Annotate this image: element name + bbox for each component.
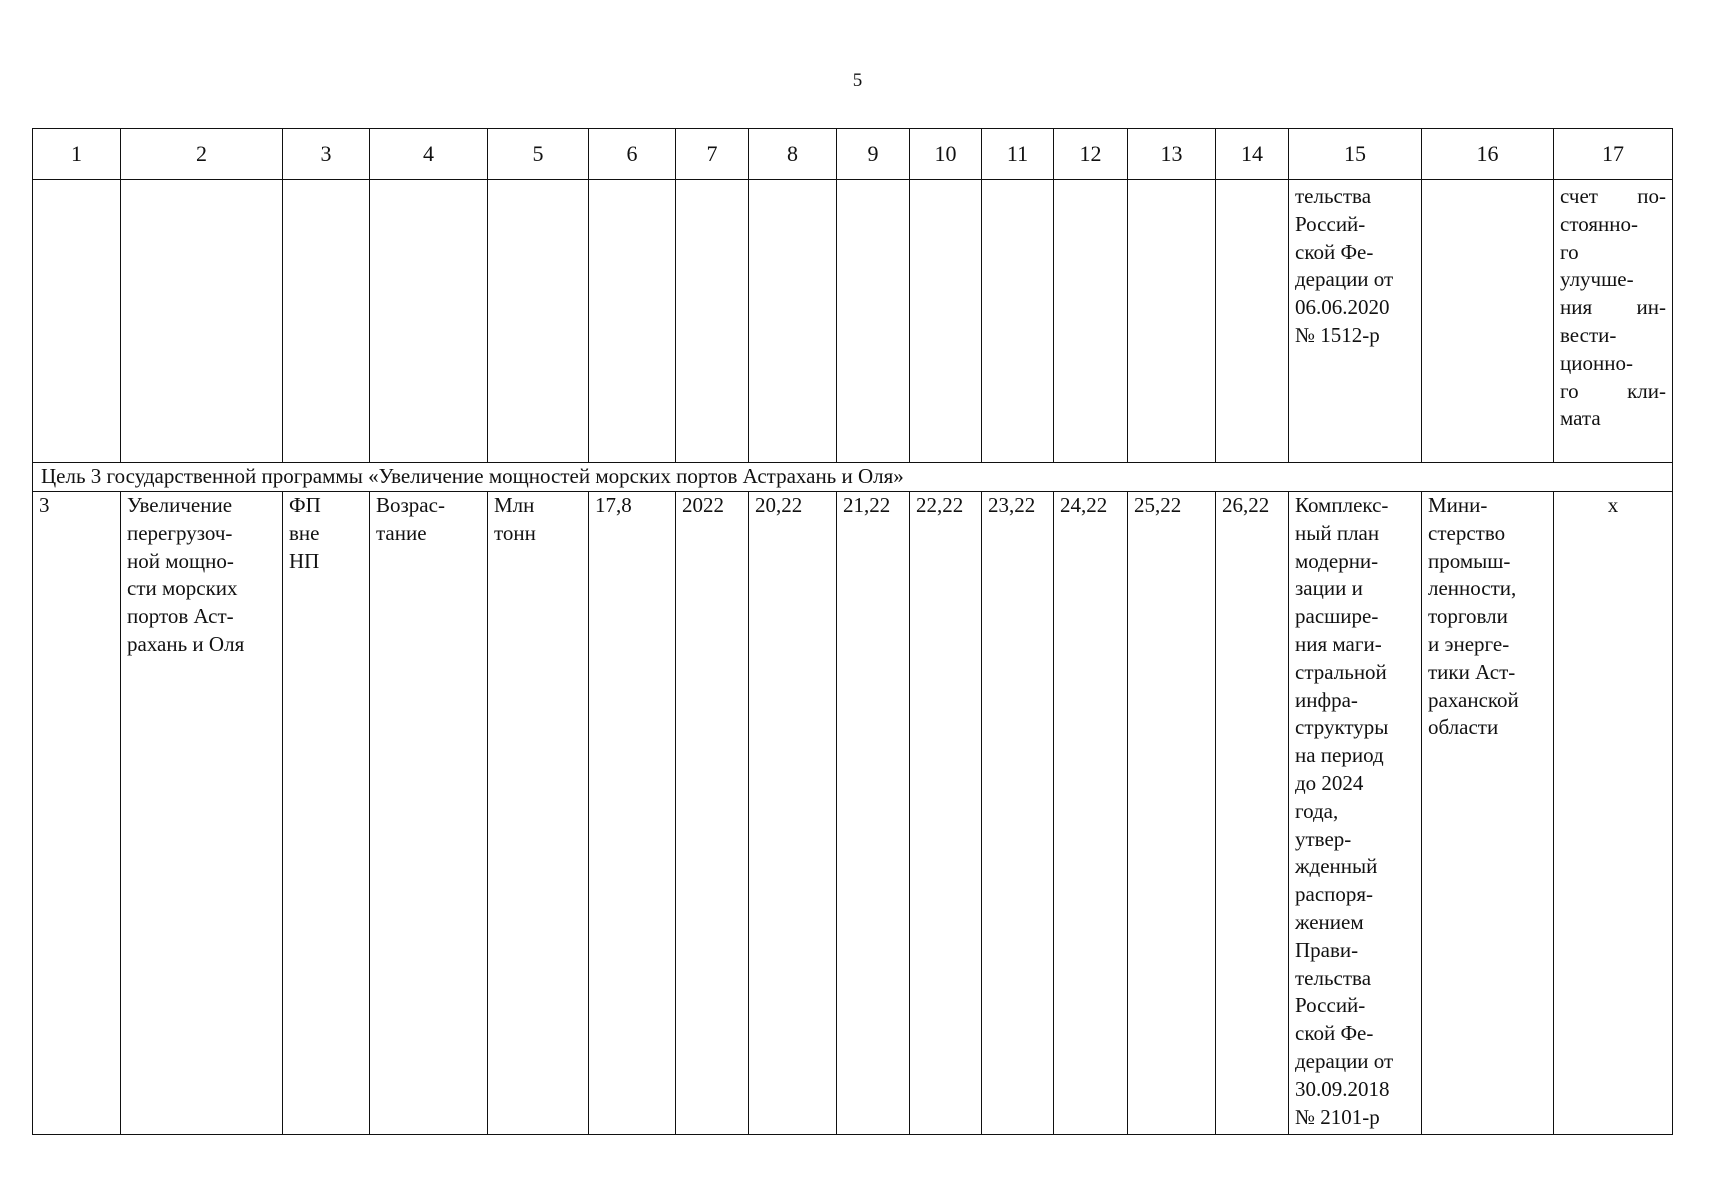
linkage-cell: х [1554,492,1673,1135]
col-header: 9 [837,129,910,180]
base-year: 2022 [676,492,749,1135]
text-line: го кли- [1560,378,1666,403]
text-line: счет по- [1560,184,1666,208]
col-header: 8 [749,129,837,180]
col-header: 13 [1128,129,1216,180]
text-line: ный план [1295,520,1380,545]
col-header: 15 [1289,129,1422,180]
text-line: структуры [1295,715,1389,740]
text-line: Возрас- [376,493,445,517]
text-line: Россий- [1295,211,1366,236]
table-cell [589,180,676,463]
indicator-row [33,492,1673,1135]
text-line: тонн [494,520,536,545]
text-line: промыш- [1428,548,1511,573]
text-line: раханской [1428,687,1519,712]
text-line: до 2024 [1295,770,1364,795]
table-cell [1422,180,1554,463]
table-cell [1216,180,1289,463]
text-line: года, [1295,798,1339,823]
text-line: улучше- [1560,267,1634,292]
table-cell [982,180,1054,463]
column-number-row [33,129,1673,180]
continuation-row [33,180,1673,463]
indicator-direction [370,492,488,1135]
text-line: тельства [1295,965,1372,990]
text-line: инфра- [1295,687,1358,712]
text-line: НП [289,548,320,573]
text-line: Млн [494,493,535,517]
indicator-name [121,492,283,1135]
text-line: го [1560,239,1579,264]
text-line: 06.06.2020 [1295,295,1390,320]
col-header: 4 [370,129,488,180]
text-line: вести- [1560,322,1617,347]
col-header: 3 [283,129,370,180]
table-cell [283,180,370,463]
table-cell [676,180,749,463]
text-line: Россий- [1295,993,1366,1018]
col-header: 17 [1554,129,1673,180]
table-cell [837,180,910,463]
value-cell: 25,22 [1128,492,1216,1135]
text-line: жденный [1295,854,1378,879]
text-line: сти морских [127,576,238,601]
col-header: 16 [1422,129,1554,180]
linkage-continued [1554,180,1673,463]
value-cell: 26,22 [1216,492,1289,1135]
text-line: ФП [289,493,321,517]
text-line: Комплекс- [1295,493,1389,517]
indicator-number: 3 [33,492,121,1135]
responsible-body [1422,492,1554,1135]
value-cell: 22,22 [910,492,982,1135]
text-line: модерни- [1295,548,1379,573]
text-line: стральной [1295,659,1387,684]
col-header: 10 [910,129,982,180]
text-line: ской Фе- [1295,1021,1374,1046]
text-line: торговли [1428,604,1508,629]
table-cell [1128,180,1216,463]
table-cell [121,180,283,463]
text-line: № 2101-р [1295,1104,1380,1129]
col-header: 12 [1054,129,1128,180]
table-cell [488,180,589,463]
text-line: ной мощно- [127,548,234,573]
text-line: вне [289,520,320,545]
text-line: зации и [1295,576,1363,601]
value-cell: 24,22 [1054,492,1128,1135]
col-header: 14 [1216,129,1289,180]
text-line: стерство [1428,520,1506,545]
text-line: тельства [1295,184,1372,208]
goal-row [33,463,1673,492]
text-line: жением [1295,909,1364,934]
text-line: на период [1295,743,1384,768]
table-cell [749,180,837,463]
text-line: портов Аст- [127,604,234,629]
col-header: 1 [33,129,121,180]
text-line: Увеличение [127,493,233,517]
text-line: тание [376,520,427,545]
document-basis-continued [1289,180,1422,463]
col-header: 7 [676,129,749,180]
value-cell: 21,22 [837,492,910,1135]
text-line: и энерге- [1428,631,1510,656]
col-header: 11 [982,129,1054,180]
page-number: 5 [852,70,863,91]
text-line: тики Аст- [1428,659,1516,684]
text-line: ния маги- [1295,631,1382,656]
table-cell [910,180,982,463]
text-line: области [1428,715,1499,740]
col-header: 6 [589,129,676,180]
text-line: Мини- [1428,493,1488,517]
text-line: ленности, [1428,576,1517,601]
text-line: мата [1560,406,1601,431]
col-header: 5 [488,129,589,180]
text-line: дерации от [1295,1048,1394,1073]
text-line: ния ин- [1560,295,1666,320]
table-cell [370,180,488,463]
indicator-type [283,492,370,1135]
indicator-unit [488,492,589,1135]
text-line: дерации от [1295,267,1394,292]
text-line: расшире- [1295,604,1379,629]
text-line: утвер- [1295,826,1352,851]
text-line: ской Фе- [1295,239,1374,264]
text-line: перегрузоч- [127,520,233,545]
table-cell [33,180,121,463]
document-basis [1289,492,1422,1135]
value-cell: 20,22 [749,492,837,1135]
indicators-table [32,128,1673,1135]
value-cell: 23,22 [982,492,1054,1135]
text-line: ционно- [1560,350,1633,375]
col-header: 2 [121,129,283,180]
base-value: 17,8 [589,492,676,1135]
text-line: рахань и Оля [127,631,245,656]
text-line: 30.09.2018 [1295,1076,1390,1101]
text-line: Прави- [1295,937,1359,962]
table-cell [1054,180,1128,463]
text-line: № 1512-р [1295,322,1380,347]
text-line: стоянно- [1560,211,1638,236]
text-line: распоря- [1295,882,1374,907]
goal-title: Цель 3 государственной программы «Увеличение мощностей морских портов Астрахань и Оля» [33,463,1673,492]
